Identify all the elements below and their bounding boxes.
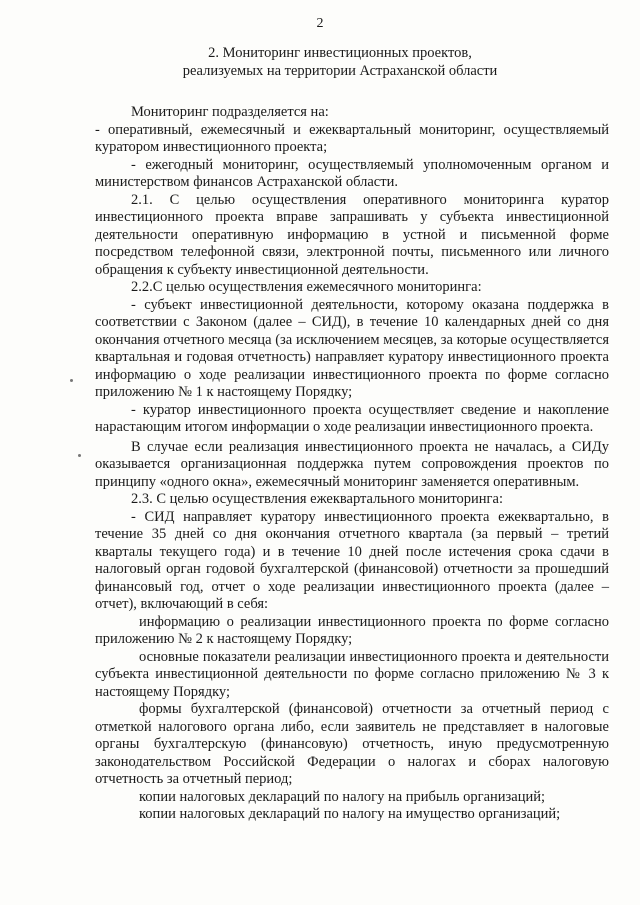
paragraph-report-item: основные показатели реализации инвестиционного проекта и деятельности субъекта инвестиционной деятельности по форме согласно приложению № 3 к настоящему Порядку; <box>95 648 609 700</box>
paragraph-intro: Мониторинг подразделяется на: <box>131 104 329 120</box>
paragraph-clause-2-2: 2.2.С целью осуществления ежемесячного мониторинга: <box>131 279 482 295</box>
document-body <box>95 104 609 824</box>
paragraph-clause-2-1: 2.1. С целью осуществления оперативного мониторинга куратор инвестиционного проекта вправе запрашивать у субъекта инвестиционной деятельности оперативную информацию в устной и письменной форме посредством телефонной связи, электронной почты, письменного или личного обращения к субъекту инвестиционной деятельности. <box>95 191 609 278</box>
heading-line-1: 2. Мониторинг инвестиционных проектов, <box>208 45 472 61</box>
paragraph-report-item: копии налоговых деклараций по налогу на прибыль организаций; <box>139 788 546 805</box>
page-number: 2 <box>316 16 324 31</box>
scan-speck <box>78 454 81 457</box>
paragraph-list-item: - оперативный, ежемесячный и ежеквартальный мониторинг, осуществляемый куратором инвестиционного проекта; <box>95 121 609 155</box>
section-heading <box>90 44 590 80</box>
paragraph-report-item: формы бухгалтерской (финансовой) отчетности за отчетный период с отметкой налогового органа либо, если заявитель не представляет в налоговые органы бухгалтерскую (финансовую) отчетность, иную предусмотренную законодательством Российской Федерации о налогах и сборах налоговую отчетность за отчетный период; <box>95 701 609 787</box>
paragraph-list-item: - субъект инвестиционной деятельности, которому оказана поддержка в соответствии с Законом (далее – СИД), в течение 10 календарных дней со дня окончания отчетного месяца (за исключением месяцев, за которые осуществляется квартальная и годовая отчетность) направляет куратору инвестиционного проекта информацию о ходе реализации инвестиционного проекта по форме согласно приложению № 1 к настоящему Порядку; <box>95 296 609 400</box>
scan-speck <box>70 379 73 382</box>
paragraph-report-item: информацию о реализации инвестиционного проекта по форме согласно приложению № 2 к настоящему Порядку; <box>95 613 609 647</box>
paragraph-list-item: - куратор инвестиционного проекта осуществляет сведение и накопление нарастающим итогом информации о ходе реализации инвестиционного проекта. <box>95 401 609 435</box>
paragraph-list-item: - ежегодный мониторинг, осуществляемый уполномоченным органом и министерством финансов Астраханской области. <box>95 156 609 190</box>
paragraph-report-item: копии налоговых деклараций по налогу на имущество организаций; <box>139 806 561 822</box>
paragraph-list-item: - СИД направляет куратору инвестиционного проекта ежеквартально, в течение 35 дней со дня окончания отчетного квартала (за первый – третий кварталы текущего года) и в течение 10 дней после истечения срока сдачи в налоговый орган годовой бухгалтерской (финансовой) отчетности за прошедший финансовый год, отчет о ходе реализации инвестиционного проекта (далее – отчет), включающий в себя: <box>95 508 609 612</box>
heading-line-2: реализуемых на территории Астраханской области <box>182 63 498 79</box>
paragraph-clause-2-3: 2.3. С целью осуществления ежеквартального мониторинга: <box>131 491 503 507</box>
paragraph-note: В случае если реализация инвестиционного проекта не началась, а СИДу оказывается организационная поддержка путем сопровождения проектов по принципу «одного окна», ежемесячный мониторинг заменяется оперативным. <box>95 438 609 490</box>
